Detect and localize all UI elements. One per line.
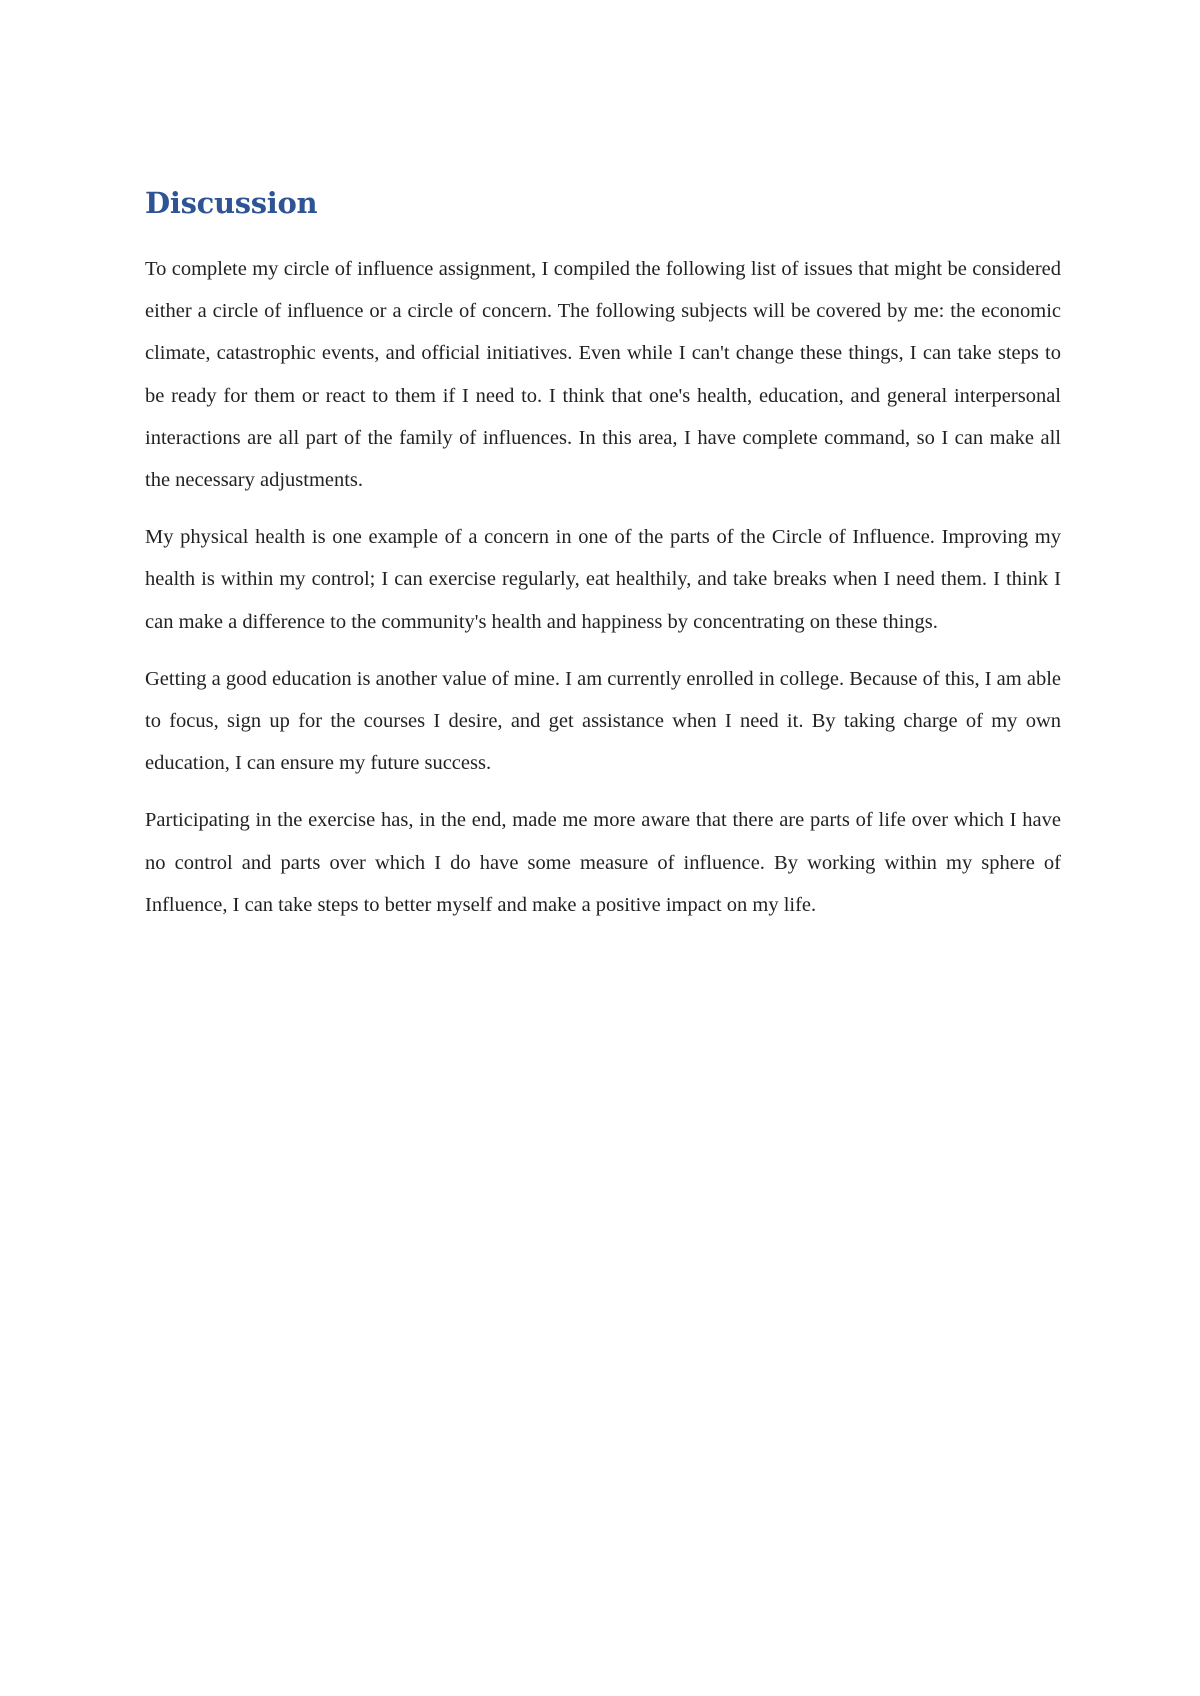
- section-heading: Discussion: [145, 186, 318, 220]
- paragraph-intro: To complete my circle of influence assignment, I compiled the following list of issues that might be considered either a circle of influence or a circle of concern. The following subjects will be covered by me: the economic climate, catastrophic events, and official initiatives. Even while I can't change these things, I can take steps to be ready for them or react to them if I need to. I think that one's health, education, and general interpersonal interactions are all part of the family of influences. In this area, I have complete command, so I can make all the necessary adjustments.: [145, 258, 1061, 492]
- paragraph-health: My physical health is one example of a concern in one of the parts of the Circle of Influence. Improving my health is within my control; I can exercise regularly, eat healthily, and take breaks when I need them. I think I can make a difference to the community's health and happiness by concentrating on these things.: [145, 526, 1061, 633]
- paragraph-conclusion: Participating in the exercise has, in the end, made me more aware that there are parts of life over which I have no control and parts over which I do have some measure of influence. By working within my sphere of Influence, I can take steps to better myself and make a positive impact on my life.: [145, 809, 1061, 916]
- document-body: [145, 178, 1061, 941]
- paragraph-education: Getting a good education is another value of mine. I am currently enrolled in college. Because of this, I am able to focus, sign up for the courses I desire, and get assistance when I need it. By taking charge of my own education, I can ensure my future success.: [145, 667, 1061, 775]
